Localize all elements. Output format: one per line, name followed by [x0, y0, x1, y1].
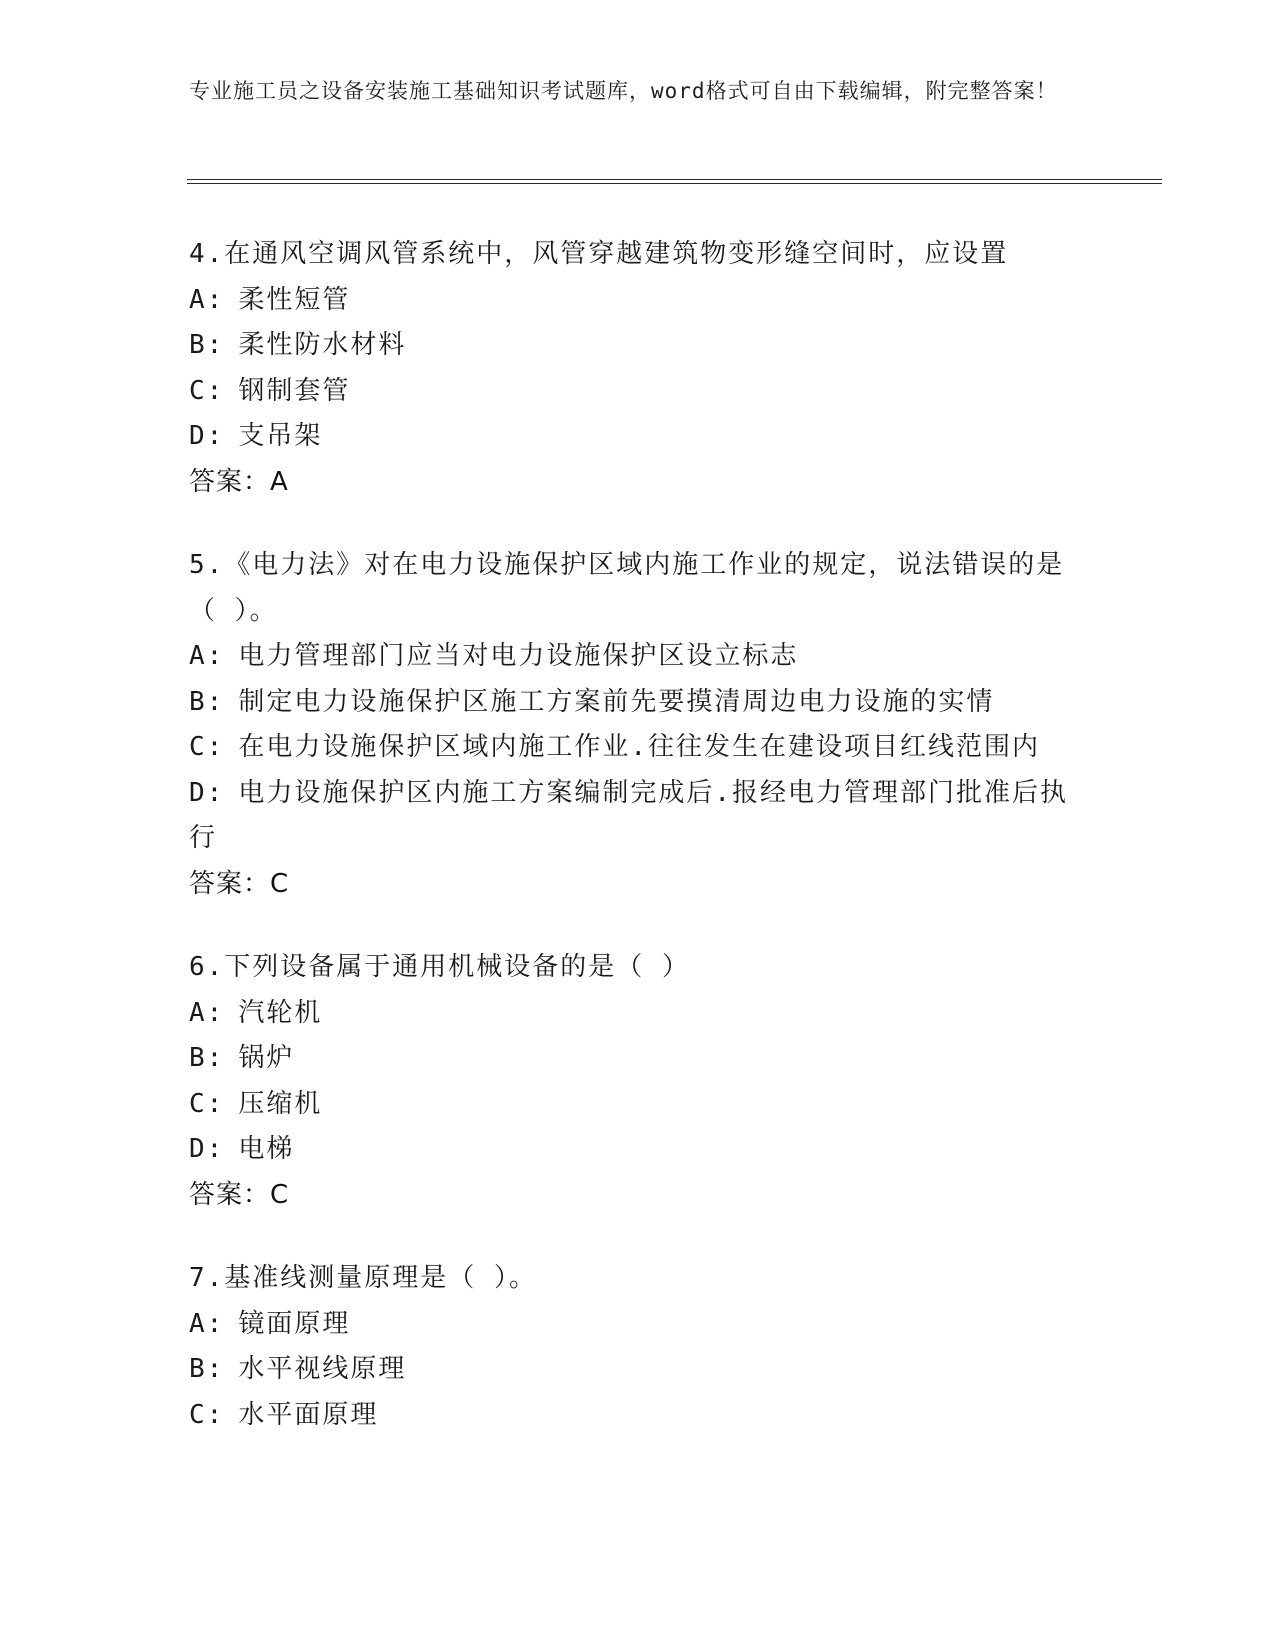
option-key: C:: [189, 375, 225, 406]
option-text: 柔性短管: [238, 284, 351, 315]
option-text: 压缩机: [238, 1088, 323, 1119]
option-text: 柔性防水材料: [238, 330, 407, 360]
header-divider-top: [187, 179, 1162, 180]
option-a: [189, 1302, 1089, 1348]
header-note: 专业施工员之设备安装施工基础知识考试题库，word格式可自由下载编辑，附完整答案！: [189, 79, 1058, 103]
option-text: 汽轮机: [238, 997, 323, 1028]
option-b: [189, 1347, 1089, 1393]
option-c: [189, 1393, 1089, 1439]
option-c: [189, 1082, 1089, 1128]
option-b: [189, 1036, 1089, 1082]
option-text: 电力管理部门应当对电力设施保护区设立标志: [238, 641, 799, 671]
question-7: [189, 1256, 1089, 1438]
answer-line: 答案：C: [189, 868, 290, 899]
question-title: 7.基准线测量原理是（ ）。: [189, 1263, 537, 1293]
question-list: [189, 232, 1089, 1476]
option-text: 支吊架: [238, 421, 323, 451]
option-text: 镜面原理: [238, 1308, 351, 1339]
option-key: D:: [189, 777, 225, 808]
option-text: 电梯: [238, 1134, 295, 1164]
question-title: 6.下列设备属于通用机械设备的是（ ）: [189, 952, 690, 982]
question-title: 4.在通风空调风管系统中，风管穿越建筑物变形缝空间时，应设置: [189, 239, 1009, 269]
option-a: [189, 634, 1089, 680]
option-b: [189, 680, 1089, 726]
option-a: [189, 991, 1089, 1037]
option-d: [189, 771, 1069, 862]
option-b: [189, 323, 1089, 369]
option-key: B:: [189, 1354, 225, 1384]
option-a: [189, 278, 1089, 324]
option-key: D:: [189, 1134, 225, 1164]
option-key: B:: [189, 330, 225, 360]
option-key: C:: [189, 1088, 225, 1119]
option-d: [189, 1127, 1089, 1173]
question-4: [189, 232, 1089, 505]
option-key: D:: [189, 421, 225, 451]
option-text: 钢制套管: [238, 375, 351, 406]
option-key: B:: [189, 686, 225, 717]
option-key: A:: [189, 284, 225, 315]
option-text: 锅炉: [238, 1043, 295, 1073]
option-key: A:: [189, 641, 225, 671]
option-key: C:: [189, 732, 225, 762]
option-key: B:: [189, 1043, 225, 1073]
option-text: 制定电力设施保护区施工方案前先要摸清周边电力设施的实情: [238, 686, 995, 717]
option-key: A:: [189, 1308, 225, 1339]
option-text: 在电力设施保护区域内施工作业.往往发生在建设项目红线范围内: [238, 732, 1040, 762]
option-text: 水平面原理: [238, 1399, 379, 1430]
answer-line: 答案：C: [189, 1179, 290, 1210]
question-title: 5.《电力法》对在电力设施保护区域内施工作业的规定，说法错误的是（ ）。: [189, 550, 1065, 626]
option-text: 电力设施保护区内施工方案编制完成后.报经电力管理部门批准后执行: [189, 777, 1068, 853]
option-d: [189, 414, 1089, 460]
header-divider-bottom: [187, 183, 1162, 184]
question-6: [189, 945, 1089, 1218]
option-key: C:: [189, 1399, 225, 1430]
answer-line: 答案：A: [189, 466, 289, 497]
option-c: [189, 725, 1089, 771]
option-c: [189, 369, 1089, 415]
option-text: 水平视线原理: [238, 1354, 407, 1384]
option-key: A:: [189, 997, 225, 1028]
question-5: [189, 543, 1089, 907]
